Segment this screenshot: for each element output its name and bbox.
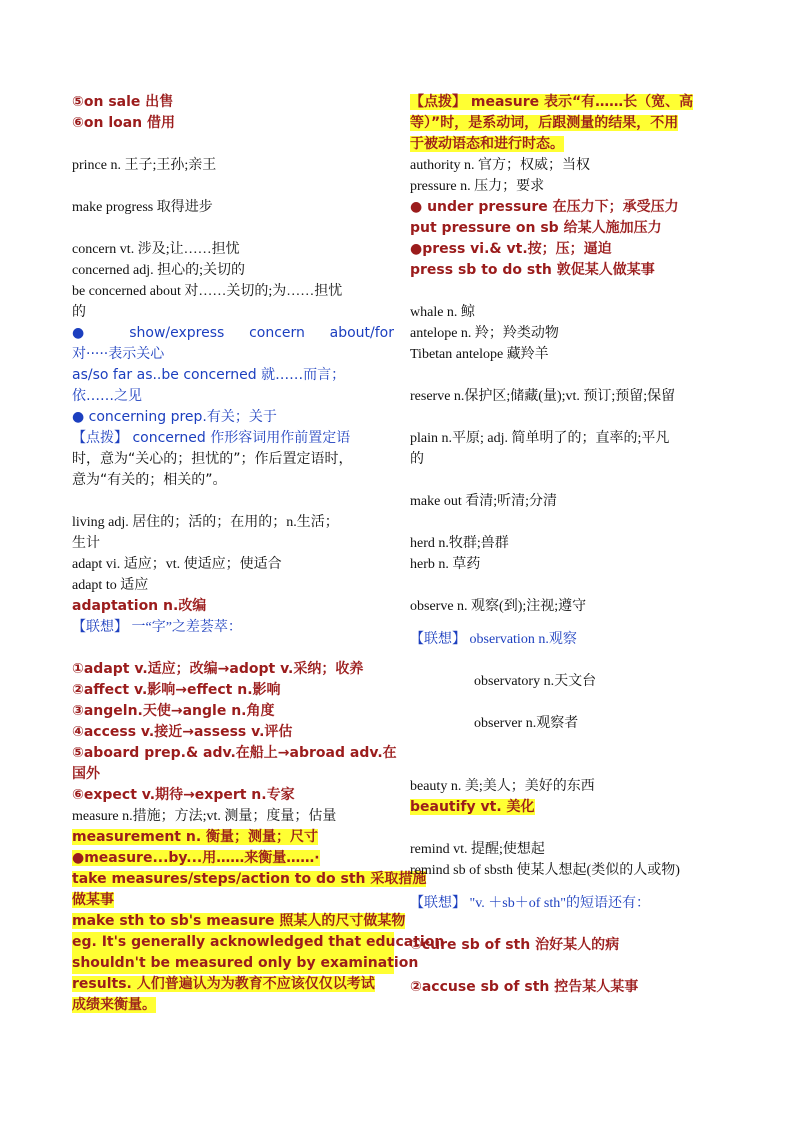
line-text: make sth to sb's measure 照某人的尺寸做某物 [72,913,406,929]
text-line [410,629,732,650]
spacer [72,176,394,197]
line-text: 生计 [72,536,100,551]
line-text: reserve n.保护区;储藏(量);vt. 预订;预留;保留 [410,389,676,404]
line-text: observer n.观察者 [474,716,579,731]
spacer [72,134,394,155]
text-line [72,827,394,848]
line-text: eg. It's generally acknowledged that education [72,932,394,953]
line-text: 国外 [72,766,100,782]
text-line [410,260,732,281]
line-text: living adj. 居住的；活的；在用的；n.生活； [72,515,339,530]
spacer [410,407,732,428]
text-line [72,974,394,995]
spacer [410,755,732,776]
text-line [72,659,394,680]
spacer [410,881,732,893]
text-line [410,776,732,797]
text-line [72,554,394,575]
line-text: herd n.牧群;兽群 [410,536,509,551]
text-line [72,197,394,218]
line-text: ● show/express concern about/for [72,325,394,341]
text-line [410,155,732,176]
line-text: ①cure sb of sth 治好某人的病 [410,937,620,953]
line-text: 【联想】 observation n.观察 [410,632,577,647]
line-text: concern vt. 涉及;让……担忧 [72,242,240,257]
line-text: herb n. 草药 [410,557,481,572]
line-text: as/so far as..be concerned 就……而言； [72,367,346,383]
line-text: prince n. 王子;王孙;亲王 [72,158,217,173]
text-line [410,218,732,239]
line-text: put pressure on sb 给某人施加压力 [410,220,662,236]
spacer [410,617,732,629]
text-line [410,176,732,197]
line-text: ⑤aboard prep.& adv.在船上→abroad adv.在 [72,745,397,761]
line-text: plain n.平原; adj. 简单明了的；直率的;平凡 [410,431,670,446]
text-line [410,860,732,881]
spacer [410,512,732,533]
spacer [410,650,732,671]
text-line [410,713,732,734]
text-line [410,533,732,554]
line-text: ④access v.接近→assess v.评估 [72,724,293,740]
text-line [72,575,394,596]
line-text: 【联想】 一“字”之差荟萃： [72,620,242,635]
line-text: authority n. 官方；权威；当权 [410,158,591,173]
text-line [72,449,394,470]
text-line [410,239,732,260]
line-text: adaptation n.改编 [72,598,207,614]
text-line [410,671,732,692]
text-line [72,911,406,932]
line-text: 依……之见 [72,388,142,404]
line-text: measurement n. 衡量；测量；尺寸 [72,829,319,845]
line-text: ①adapt v.适应；改编→adopt v.采纳；收养 [72,661,364,677]
line-text: 的 [410,452,424,467]
text-line [72,596,394,617]
line-text: 成绩来衡量。 [72,997,156,1013]
line-text: make out 看清;听清;分清 [410,494,557,509]
text-line [72,764,394,785]
line-text: remind sb of sbsth 使某人想起(类似的人或物) [410,863,680,878]
text-line [72,260,394,281]
text-line [72,512,394,533]
spacer [410,956,732,977]
spacer [72,491,394,512]
spacer [72,218,394,239]
line-text: make progress 取得进步 [72,200,213,215]
text-line [72,155,394,176]
line-text: 【点拨】 concerned 作形容词用作前置定语 [72,430,351,446]
text-line [410,491,732,512]
line-text: 【点拨】 measure 表示“有……长（宽、高 [410,94,694,110]
text-line [410,797,732,818]
text-line [72,323,394,344]
text-line [410,344,732,365]
line-text: beauty n. 美;美人；美好的东西 [410,779,595,794]
line-text: Tibetan antelope 藏羚羊 [410,347,549,362]
right-column [410,92,732,998]
line-text: observatory n.天文台 [474,674,597,689]
text-line [410,197,732,218]
text-line [72,239,394,260]
line-text: ⑥expect v.期待→expert n.专家 [72,787,295,803]
line-text: shouldn't be measured only by examination [72,953,394,974]
spacer [410,365,732,386]
text-line [72,680,394,701]
spacer [410,470,732,491]
text-line [410,113,732,134]
line-text: remind vt. 提醒;使想起 [410,842,545,857]
spacer [410,818,732,839]
spacer [410,734,732,755]
text-line [410,449,732,470]
line-text: concerned adj. 担心的;关切的 [72,263,246,278]
spacer [410,692,732,713]
line-text: ③angeln.天使→angle n.角度 [72,703,275,719]
text-line [72,281,394,302]
text-line [72,407,394,428]
text-line [72,470,394,491]
line-text: press sb to do sth 敦促某人做某事 [410,262,655,278]
text-line [72,533,394,554]
text-line [72,428,394,449]
text-line [72,869,427,890]
text-line [72,743,397,764]
text-line [410,302,732,323]
spacer [410,575,732,596]
line-text: 意为“有关的；相关的”。 [72,472,227,488]
text-line [410,134,732,155]
line-text: ● concerning prep.有关；关于 [72,409,277,425]
line-text: results. 人们普遍认为为教育不应该仅仅以考试 [72,976,375,992]
line-text: 对·····表示关心 [72,346,165,362]
line-text: ②affect v.影响→effect n.影响 [72,682,281,698]
line-text: adapt vi. 适应；vt. 使适应；使适合 [72,557,282,572]
line-text: measure n.措施；方法;vt. 测量；度量；估量 [72,809,337,824]
spacer [410,914,732,935]
text-line [410,428,732,449]
text-line [410,977,732,998]
line-text: ⑥on loan 借用 [72,115,176,131]
line-text: pressure n. 压力；要求 [410,179,545,194]
line-text: ●press vi.& vt.按；压；逼迫 [410,241,612,257]
text-line [72,806,394,827]
text-line [72,932,445,953]
line-text: ●measure...by...用……来衡量……· [72,850,320,866]
text-line [410,596,732,617]
text-line [72,617,394,638]
line-text: 的 [72,305,86,320]
text-line [72,701,394,722]
spacer [410,281,732,302]
line-text: 时，意为“关心的；担忧的”；作后置定语时， [72,451,353,467]
text-line [410,386,732,407]
line-text: beautify vt. 美化 [410,799,535,815]
text-line [72,995,394,1016]
line-text: whale n. 鲸 [410,305,475,320]
spacer [72,638,394,659]
text-line [72,365,394,386]
text-line [72,890,394,911]
text-line [410,893,732,914]
line-text: ⑤on sale 出售 [72,94,174,110]
text-line [72,722,394,743]
text-line [72,344,394,365]
text-line [410,554,732,575]
line-text: 【联想】 "v. ＋sb＋of sth"的短语还有： [410,896,650,911]
line-text: observe n. 观察(到);注视;遵守 [410,599,587,614]
line-text: take measures/steps/action to do sth 采取措施 [72,871,427,887]
text-line [72,848,394,869]
text-line [72,785,394,806]
text-line [410,323,732,344]
text-line [410,935,732,956]
line-text: 等）”时，是系动词，后跟测量的结果，不用 [410,115,679,131]
line-text: ②accuse sb of sth 控告某人某事 [410,979,639,995]
line-text: be concerned about 对……关切的;为……担忧 [72,284,343,299]
line-text: antelope n. 羚；羚类动物 [410,326,559,341]
line-text: 于被动语态和进行时态。 [410,136,564,152]
text-line [72,386,394,407]
text-line [410,92,732,113]
text-line [72,953,419,974]
text-line [72,92,394,113]
text-line [410,839,732,860]
text-line [72,302,394,323]
line-text: ● under pressure 在压力下；承受压力 [410,199,679,215]
line-text: 做某事 [72,892,114,908]
text-line [72,113,394,134]
line-text: adapt to 适应 [72,578,149,593]
